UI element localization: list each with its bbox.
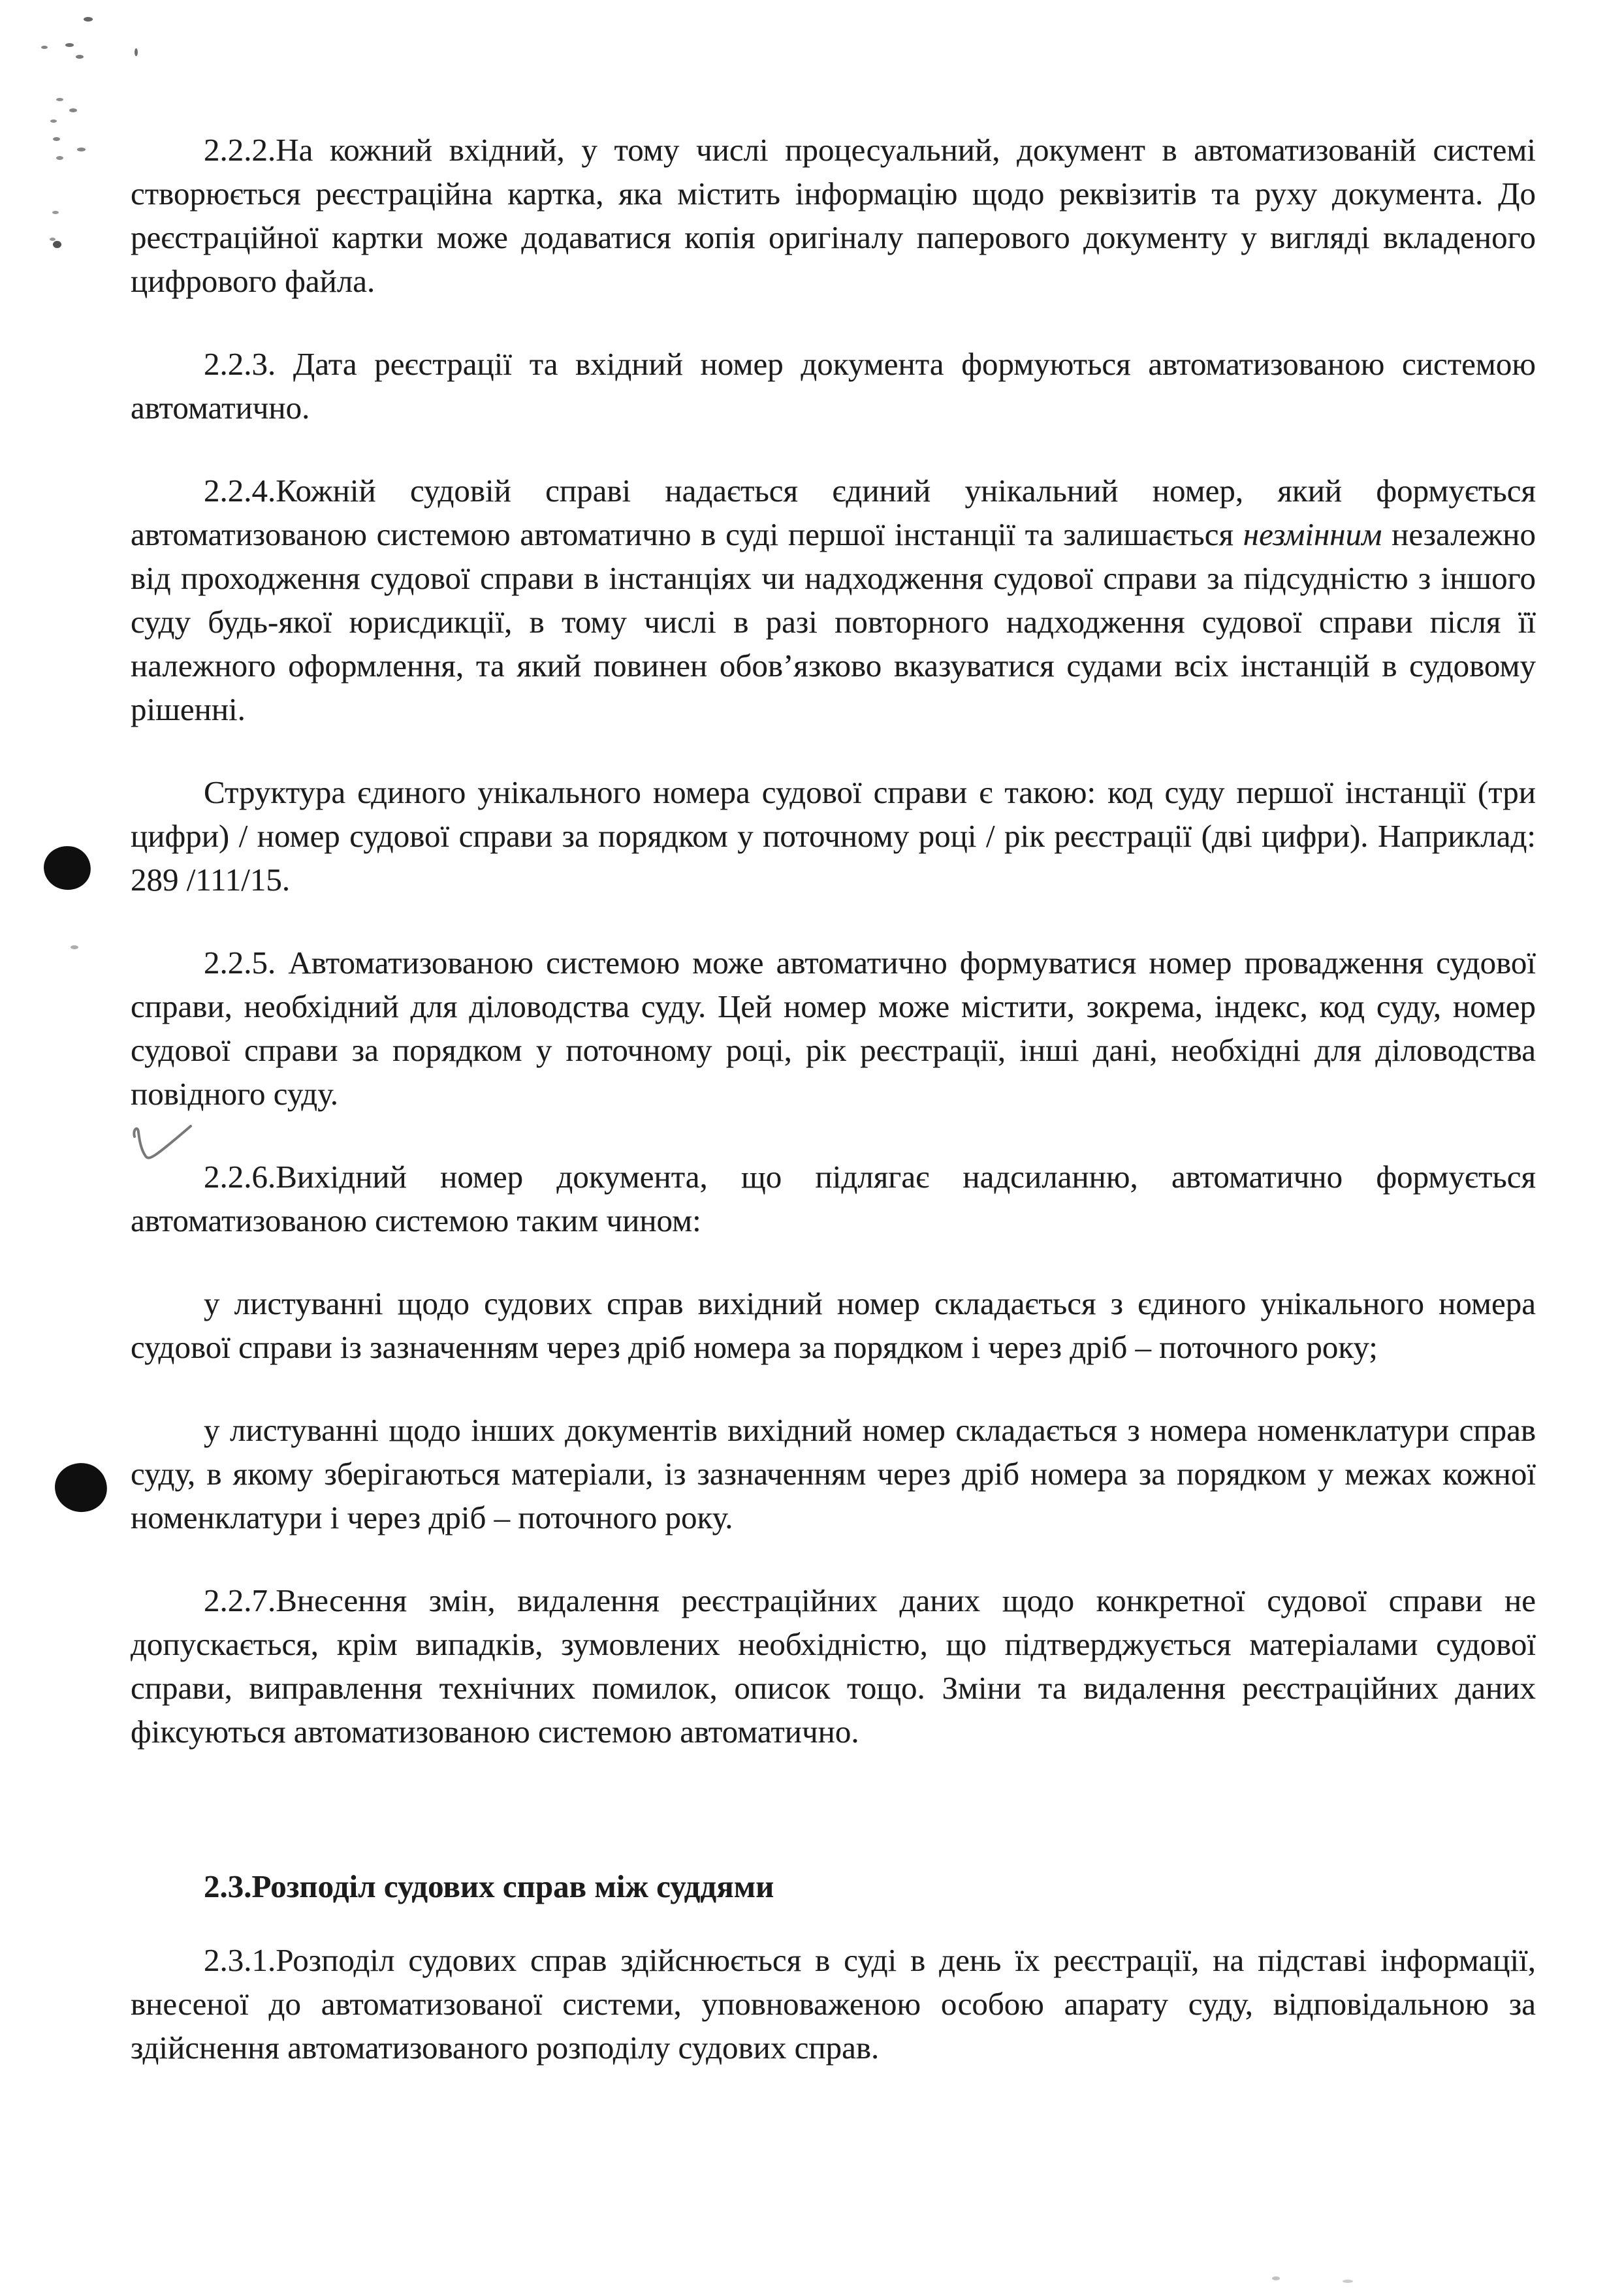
scan-noise-speck (1343, 2280, 1353, 2283)
text-run: незалежно від проходження судової справи в інстанціях чи надходження судової справи за підсудністю з іншого суду будь-якої юрисдикції, в тому числі в разі повторного надходження судової справи після її належного оформлення, та який повинен обов’язково вказуватися судами всіх інстанцій в судовому рішенні. (131, 516, 1536, 727)
scan-noise-speck (77, 148, 86, 151)
ink-blot (41, 843, 94, 892)
heading-2-3 (131, 1864, 1536, 1908)
paragraph-unique-number-structure (131, 770, 1536, 902)
scan-noise-speck (56, 98, 63, 101)
scan-noise-speck (53, 241, 61, 248)
text-run: 2.2.3. Дата реєстрації та вхідний номер документа формуються автоматизованою системою автоматично. (131, 346, 1536, 426)
paragraph-2-2-7 (131, 1579, 1536, 1753)
paragraph-2-2-3 (131, 342, 1536, 430)
paragraph-2-2-2 (131, 128, 1536, 303)
scan-noise-speck (65, 43, 74, 47)
scan-noise-speck (135, 48, 138, 56)
text-run: 2.2.2.На кожний вхідний, у тому числі процесуальний, документ в автоматизованій системі створюється реєстраційна картка, яка містить інформацію щодо реквізитів та руху документа. До реєстраційної картки може додаватися копія оригіналу паперового документу у вигляді вкладеного цифрового файла. (131, 132, 1536, 299)
scan-noise-speck (52, 211, 59, 214)
text-run: Структура єдиного унікального номера судової справи є такою: код суду першої інстанції (три цифри) / номер судової справи за порядком у поточному році / рік реєстрації (дві цифри). Наприклад: 289 /111/15. (131, 774, 1536, 898)
document-content (131, 128, 1536, 2069)
scan-noise-speck (53, 137, 60, 141)
text-run: 2.3.1.Розподіл судових справ здійснюється в суді в день їх реєстрації, на підставі інформації, внесеної до автоматизованої системи, уповноваженою особою апарату суду, відповідальною за здійснення автоматизованого розподілу судових справ. (131, 1942, 1536, 2066)
scan-noise-speck (50, 119, 57, 123)
ink-blot (52, 1460, 110, 1515)
scan-noise-speck (76, 55, 84, 59)
scan-noise-speck (56, 156, 63, 160)
paragraph-outgoing-other-documents (131, 1408, 1536, 1539)
scan-noise-speck (69, 108, 77, 112)
scan-noise-speck (84, 17, 93, 22)
text-run: 2.2.6.Вихідний номер документа, що підлягає надсиланню, автоматично формується автоматизованою системою таким чином: (131, 1159, 1536, 1238)
scan-noise-speck (71, 945, 78, 949)
text-run: незмінним (1243, 516, 1382, 552)
scan-noise-speck (41, 46, 48, 49)
paragraph-2-3-1 (131, 1938, 1536, 2069)
paragraph-2-2-5 (131, 941, 1536, 1116)
text-run: у листуванні щодо інших документів вихідний номер складається з номера номенклатури справ суду, в якому зберігаються матеріали, із зазначенням через дріб номера за порядком у межах кожної номенклатури і через дріб – поточного року. (131, 1412, 1536, 1535)
text-run: 2.2.5. Автоматизованою системою може автоматично формуватися номер провадження судової справи, необхідний для діловодства суду. Цей номер може містити, зокрема, індекс, код суду, номер судової справи за порядком у поточному році, рік реєстрації, інші дані, необхідні для діловодства повідного суду. (131, 945, 1536, 1112)
scan-noise-speck (50, 238, 56, 241)
text-run: 2.3.Розподіл судових справ між суддями (204, 1868, 774, 1904)
paragraph-outgoing-court-cases (131, 1282, 1536, 1369)
text-run: у листуванні щодо судових справ вихідний номер складається з єдиного унікального номера судової справи із зазначенням через дріб номера за порядком і через дріб – поточного року; (131, 1285, 1536, 1365)
scan-noise-speck (1272, 2276, 1280, 2280)
paragraph-2-2-6 (131, 1155, 1536, 1242)
text-run: 2.2.4.Кожній судовій справі надається єдиний унікальний номер, який формується автоматизованою системою автоматично в суді першої інстанції та залишається (131, 473, 1536, 552)
text-run: 2.2.7.Внесення змін, видалення реєстраційних даних щодо конкретної судової справи не допускається, крім випадків, зумовлених необхідністю, що підтверджується матеріалами судової справи, виправлення технічних помилок, описок тощо. Зміни та видалення реєстраційних даних фіксуються автоматизованою системою автоматично. (131, 1582, 1536, 1750)
paragraph-2-2-4 (131, 469, 1536, 731)
